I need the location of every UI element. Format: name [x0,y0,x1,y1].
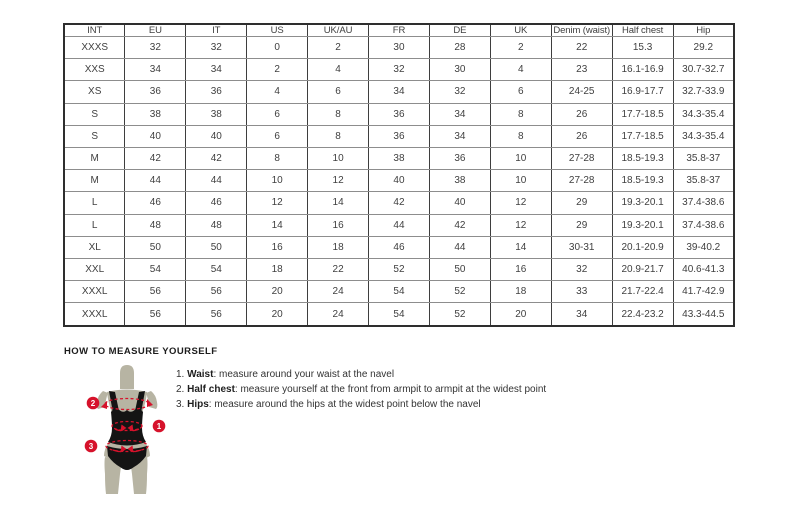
table-row [64,236,734,258]
table-cell: 44 [369,214,430,236]
table-cell: 54 [369,281,430,303]
table-cell: XXXL [64,281,125,303]
table-cell: 24 [308,303,369,326]
mannequin-head [120,365,134,389]
table-cell: 20 [490,303,551,326]
table-cell: 21.7-22.4 [612,281,673,303]
table-cell: 32 [125,37,186,59]
table-cell: 32 [186,37,247,59]
table-row [64,103,734,125]
table-cell: 17.7-18.5 [612,125,673,147]
table-cell: 52 [429,303,490,326]
table-cell: 19.3-20.1 [612,192,673,214]
step-number: 1. [176,369,185,380]
table-cell: 38 [125,103,186,125]
table-cell: 16 [247,236,308,258]
step-label: Hips [187,399,209,410]
table-cell: 10 [490,170,551,192]
table-cell: 18 [490,281,551,303]
table-cell: 30 [429,59,490,81]
table-cell: 36 [369,103,430,125]
table-cell: 16.1-16.9 [612,59,673,81]
table-cell: 34 [186,59,247,81]
table-cell: XXL [64,258,125,280]
table-cell: 16 [490,258,551,280]
table-cell: 46 [186,192,247,214]
column-header: FR [369,24,430,37]
table-cell: 8 [490,103,551,125]
table-cell: 15.3 [612,37,673,59]
table-cell: 12 [490,214,551,236]
table-cell: 42 [369,192,430,214]
table-cell: 0 [247,37,308,59]
table-cell: 16 [308,214,369,236]
table-cell: 28 [429,37,490,59]
mannequin-illustration [78,362,174,500]
column-header: INT [64,24,125,37]
table-cell: 29 [551,214,612,236]
column-header: UK [490,24,551,37]
table-cell: 19.3-20.1 [612,214,673,236]
table-cell: 8 [308,125,369,147]
measure-steps [176,370,546,415]
table-cell: 34 [125,59,186,81]
table-cell: 6 [490,81,551,103]
table-cell: 30-31 [551,236,612,258]
table-cell: 54 [125,258,186,280]
size-table-head [64,24,734,37]
table-cell: M [64,147,125,169]
column-header: Half chest [612,24,673,37]
table-cell: 32 [369,59,430,81]
table-cell: 34 [369,81,430,103]
table-cell: 40.6-41.3 [673,258,734,280]
column-header: Denim (waist) [551,24,612,37]
table-cell: 4 [490,59,551,81]
table-cell: 48 [125,214,186,236]
table-cell: 54 [369,303,430,326]
table-cell: 42 [125,147,186,169]
table-cell: 40 [125,125,186,147]
swimsuit-top [108,406,146,446]
size-table [63,23,735,327]
table-cell: 20 [247,281,308,303]
step-label: Waist [187,369,214,380]
table-cell: 35.8-37 [673,170,734,192]
table-cell: 29.2 [673,37,734,59]
table-cell: 14 [308,192,369,214]
table-cell: 44 [186,170,247,192]
table-cell: 37.4-38.6 [673,192,734,214]
table-cell: 2 [308,37,369,59]
table-cell: 24 [308,281,369,303]
step-label: Half chest [187,384,235,395]
measure-guide-title: HOW TO MEASURE YOURSELF [64,346,218,357]
table-cell: 34.3-35.4 [673,125,734,147]
table-cell: 22.4-23.2 [612,303,673,326]
step-text: : measure yourself at the front from armpit to armpit at the widest point [234,384,547,395]
table-cell: 10 [308,147,369,169]
table-cell: 32 [551,258,612,280]
table-cell: 30 [369,37,430,59]
table-cell: 50 [429,258,490,280]
table-cell: 50 [186,236,247,258]
column-header: US [247,24,308,37]
chest-badge-number: 2 [90,399,96,408]
table-cell: 56 [186,281,247,303]
table-cell: 50 [125,236,186,258]
hips-badge-number: 3 [88,442,94,451]
table-cell: 20.9-21.7 [612,258,673,280]
table-cell: M [64,170,125,192]
table-cell: 42 [429,214,490,236]
table-cell: 10 [247,170,308,192]
measure-figure [78,362,174,500]
table-cell: 30.7-32.7 [673,59,734,81]
table-row [64,303,734,326]
table-cell: XXXS [64,37,125,59]
table-cell: 6 [247,125,308,147]
table-row [64,258,734,280]
table-cell: 16.9-17.7 [612,81,673,103]
table-cell: 38 [186,103,247,125]
table-cell: 26 [551,103,612,125]
table-cell: 41.7-42.9 [673,281,734,303]
table-cell: 27-28 [551,170,612,192]
column-header: Hip [673,24,734,37]
step-text: : measure around the hips at the widest point below the navel [208,399,481,410]
table-cell: 18 [308,236,369,258]
table-cell: 23 [551,59,612,81]
table-cell: 22 [551,37,612,59]
table-cell: 26 [551,125,612,147]
table-cell: 40 [369,170,430,192]
measure-step-half-chest [176,385,546,395]
table-row [64,281,734,303]
column-header: DE [429,24,490,37]
table-cell: 24-25 [551,81,612,103]
table-cell: L [64,214,125,236]
table-cell: 33 [551,281,612,303]
table-cell: 2 [247,59,308,81]
table-cell: 18.5-19.3 [612,147,673,169]
table-cell: 39-40.2 [673,236,734,258]
table-cell: 42 [186,147,247,169]
table-cell: 4 [308,59,369,81]
table-cell: 32.7-33.9 [673,81,734,103]
table-cell: L [64,192,125,214]
table-cell: 27-28 [551,147,612,169]
table-cell: 34.3-35.4 [673,103,734,125]
table-cell: XS [64,81,125,103]
table-cell: 18.5-19.3 [612,170,673,192]
table-cell: 14 [490,236,551,258]
table-cell: 48 [186,214,247,236]
table-row [64,125,734,147]
table-cell: 8 [308,103,369,125]
table-cell: 34 [429,103,490,125]
table-cell: XXXL [64,303,125,326]
table-cell: 29 [551,192,612,214]
table-row [64,170,734,192]
table-row [64,59,734,81]
measure-step-hips [176,400,546,410]
step-number: 2. [176,384,185,395]
table-cell: 40 [186,125,247,147]
column-header: EU [125,24,186,37]
table-cell: 56 [186,303,247,326]
table-cell: 14 [247,214,308,236]
table-cell: 32 [429,81,490,103]
table-cell: 46 [369,236,430,258]
table-cell: 40 [429,192,490,214]
table-cell: 36 [186,81,247,103]
table-row [64,37,734,59]
column-header: UK/AU [308,24,369,37]
table-cell: 2 [490,37,551,59]
table-cell: 6 [247,103,308,125]
table-cell: XXS [64,59,125,81]
table-cell: 37.4-38.6 [673,214,734,236]
table-cell: 8 [490,125,551,147]
table-cell: 36 [429,147,490,169]
table-cell: 46 [125,192,186,214]
table-row [64,214,734,236]
table-cell: 18 [247,258,308,280]
table-cell: 4 [247,81,308,103]
table-cell: 52 [429,281,490,303]
table-cell: 54 [186,258,247,280]
table-cell: S [64,125,125,147]
table-cell: 35.8-37 [673,147,734,169]
table-cell: 12 [247,192,308,214]
table-cell: 36 [369,125,430,147]
header-row [64,24,734,37]
table-row [64,81,734,103]
table-cell: S [64,103,125,125]
measure-step-waist [176,370,546,380]
table-cell: 44 [429,236,490,258]
step-number: 3. [176,399,185,410]
table-row [64,147,734,169]
table-cell: 56 [125,303,186,326]
step-text: : measure around your waist at the navel [213,369,395,380]
table-cell: 36 [125,81,186,103]
table-cell: 10 [490,147,551,169]
table-cell: 6 [308,81,369,103]
table-cell: 20 [247,303,308,326]
table-cell: 38 [429,170,490,192]
table-cell: 12 [490,192,551,214]
table-cell: 20.1-20.9 [612,236,673,258]
column-header: IT [186,24,247,37]
table-cell: 17.7-18.5 [612,103,673,125]
table-cell: 38 [369,147,430,169]
size-table-body [64,37,734,327]
table-cell: 12 [308,170,369,192]
table-cell: 22 [308,258,369,280]
table-cell: XL [64,236,125,258]
table-cell: 8 [247,147,308,169]
table-cell: 43.3-44.5 [673,303,734,326]
table-row [64,192,734,214]
table-cell: 44 [125,170,186,192]
table-cell: 34 [429,125,490,147]
table-cell: 56 [125,281,186,303]
table-cell: 52 [369,258,430,280]
table-cell: 34 [551,303,612,326]
waist-badge-number: 1 [156,422,162,431]
